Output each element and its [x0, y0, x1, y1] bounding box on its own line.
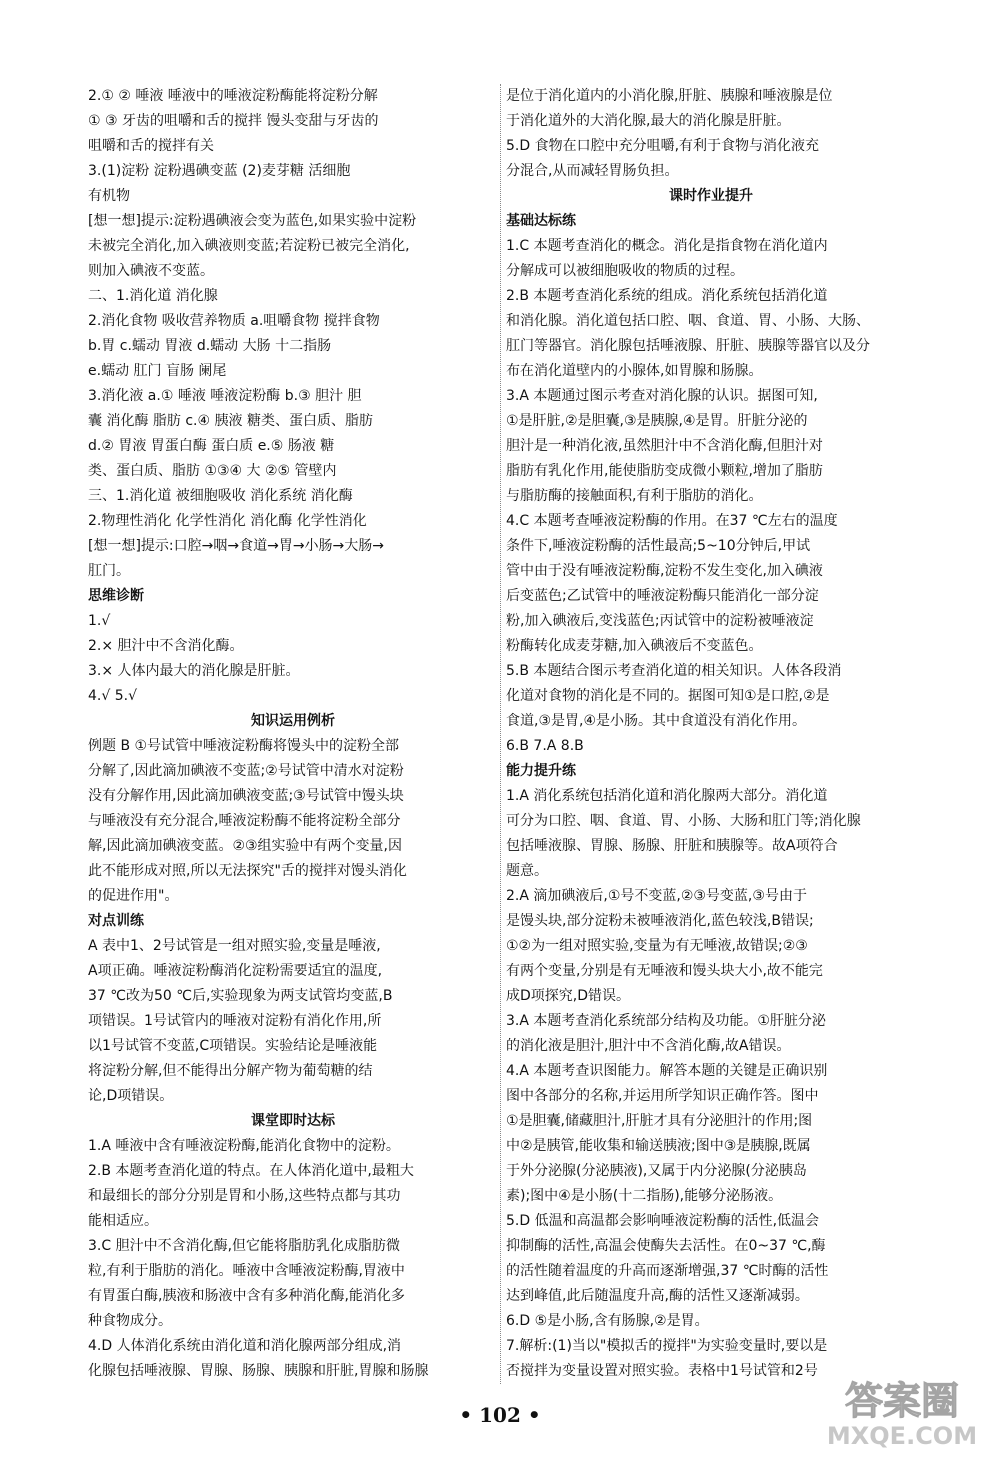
text-line: 和消化腺。消化道包括口腔、咽、食道、胃、小肠、大肠、	[506, 313, 870, 329]
text-line: 2.消化食物 吸收营养物质 a.咀嚼食物 搅拌食物	[88, 313, 380, 329]
text-line: 胆汁是一种消化液,虽然胆汁中不含消化酶,但胆汁对	[506, 438, 823, 454]
text-line: [想一想]提示:淀粉遇碘液会变为蓝色,如果实验中淀粉	[88, 213, 417, 229]
text-line: ① ③ 牙齿的咀嚼和舌的搅拌 馒头变甜与牙齿的	[88, 113, 379, 129]
text-line: 2.A 滴加碘液后,①号不变蓝,②③号变蓝,③号由于	[506, 888, 807, 904]
text-line: 知识运用例析	[251, 713, 335, 729]
text-line: 于外分泌腺(分泌胰液),又属于内分泌腺(分泌胰岛	[506, 1163, 807, 1179]
text-line: 对点训练	[88, 913, 144, 929]
text-line: 例题 B ①号试管中唾液淀粉酶将馒头中的淀粉全部	[88, 738, 400, 754]
text-line: b.胃 c.蠕动 胃液 d.蠕动 大肠 十二指肠	[88, 338, 332, 354]
text-line: 5.D 低温和高温都会影响唾液淀粉酶的活性,低温会	[506, 1213, 820, 1229]
text-line: 解,因此滴加碘液变蓝。②③组实验中有两个变量,因	[88, 838, 403, 854]
text-line: 的消化液是胆汁,胆汁中不含消化酶,故A错误。	[506, 1038, 791, 1054]
text-line: 条件下,唾液淀粉酶的活性最高;5~10分钟后,甲试	[506, 538, 811, 554]
text-line: 2.物理性消化 化学性消化 消化酶 化学性消化	[88, 513, 367, 529]
text-line: 5.D 食物在口腔中充分咀嚼,有利于食物与消化液充	[506, 138, 820, 154]
text-line: 肛门等器官。消化腺包括唾液腺、肝脏、胰腺等器官以及分	[506, 338, 870, 354]
watermark-bottom-text: MXQE.COM	[826, 1422, 978, 1450]
page-number: • 102 •	[459, 1403, 541, 1427]
text-line: 图中各部分的名称,并运用所学知识正确作答。图中	[506, 1088, 819, 1104]
text-line: 囊 消化酶 脂肪 c.④ 胰液 糖类、蛋白质、脂肪	[88, 413, 373, 429]
text-line: 有两个变量,分别是有无唾液和馒头块大小,故不能完	[506, 963, 823, 979]
text-line: 2.B 本题考查消化道的特点。在人体消化道中,最粗大	[88, 1163, 414, 1179]
text-line: 粒,有利于脂肪的消化。唾液中含唾液淀粉酶,胃液中	[88, 1263, 405, 1279]
text-line: 1.√	[88, 613, 111, 629]
text-line: 6.D ⑤是小肠,含有肠腺,②是胃。	[506, 1313, 709, 1329]
text-line: 1.A 唾液中含有唾液淀粉酶,能消化食物中的淀粉。	[88, 1138, 400, 1154]
text-line: 于消化道外的大消化腺,最大的消化腺是肝脏。	[506, 113, 791, 129]
text-line: 中②是胰管,能收集和输送胰液;图中③是胰腺,既属	[506, 1138, 811, 1154]
text-line: 课时作业提升	[669, 188, 753, 204]
text-line: 化道对食物的消化是不同的。据图可知①是口腔,②是	[506, 688, 830, 704]
text-line: 3.× 人体内最大的消化腺是肝脏。	[88, 663, 300, 679]
text-line: 5.B 本题结合图示考查消化道的相关知识。人体各段消	[506, 663, 842, 679]
text-line: 将淀粉分解,但不能得出分解产物为葡萄糖的结	[88, 1063, 373, 1079]
text-line: 4.A 本题考查识图能力。解答本题的关键是正确识别	[506, 1063, 828, 1079]
text-line: 脂肪有乳化作用,能使脂肪变成微小颗粒,增加了脂肪	[506, 463, 823, 479]
text-line: 的促进作用"。	[88, 888, 179, 904]
text-line: 论,D项错误。	[88, 1088, 174, 1104]
text-line: 6.B 7.A 8.B	[506, 738, 584, 754]
text-line: 二、1.消化道 消化腺	[88, 288, 218, 304]
text-line: 素);图中④是小肠(十二指肠),能够分泌肠液。	[506, 1188, 783, 1204]
text-line: 与脂肪酶的接触面积,有利于脂肪的消化。	[506, 488, 763, 504]
text-line: 题意。	[506, 863, 548, 879]
text-line: 粉,加入碘液后,变浅蓝色;丙试管中的淀粉被唾液淀	[506, 613, 814, 629]
text-line: 与唾液没有充分混合,唾液淀粉酶不能将淀粉全部分	[88, 813, 401, 829]
text-line: 7.解析:(1)当以"模拟舌的搅拌"为实验变量时,要以是	[506, 1338, 828, 1354]
text-line: 分解成可以被细胞吸收的物质的过程。	[506, 263, 744, 279]
text-line: d.② 胃液 胃蛋白酶 蛋白质 e.⑤ 肠液 糖	[88, 438, 335, 454]
text-line: 则加入碘液不变蓝。	[88, 263, 214, 279]
text-line: 以1号试管不变蓝,C项错误。实验结论是唾液能	[88, 1038, 378, 1054]
text-line: 思维诊断	[88, 588, 144, 604]
text-line: 食道,③是胃,④是小肠。其中食道没有消化作用。	[506, 713, 807, 729]
right-column	[506, 84, 916, 1384]
text-line: 未被完全消化,加入碘液则变蓝;若淀粉已被完全消化,	[88, 238, 410, 254]
column-divider	[500, 84, 501, 1384]
text-line: 2.① ② 唾液 唾液中的唾液淀粉酶能将淀粉分解	[88, 88, 378, 104]
text-line: 3.(1)淀粉 淀粉遇碘变蓝 (2)麦芽糖 活细胞	[88, 163, 351, 179]
text-line: [想一想]提示:口腔→咽→食道→胃→小肠→大肠→	[88, 538, 385, 554]
left-column	[88, 84, 498, 1384]
text-line: 成D项探究,D错误。	[506, 988, 631, 1004]
text-line: 没有分解作用,因此滴加碘液变蓝;③号试管中馒头块	[88, 788, 404, 804]
text-line: 管中由于没有唾液淀粉酶,淀粉不发生变化,加入碘液	[506, 563, 823, 579]
watermark-logo	[812, 1372, 992, 1450]
text-line: 的活性随着温度的升高而逐渐增强,37 ℃时酶的活性	[506, 1263, 829, 1279]
text-line: 抑制酶的活性,高温会使酶失去活性。在0~37 ℃,酶	[506, 1238, 826, 1254]
text-line: 否搅拌为变量设置对照实验。表格中1号试管和2号	[506, 1363, 818, 1379]
text-line: e.蠕动 肛门 盲肠 阑尾	[88, 363, 227, 379]
text-line: 能相适应。	[88, 1213, 158, 1229]
text-line: 3.A 本题考查消化系统部分结构及功能。①肝脏分泌	[506, 1013, 826, 1029]
text-line: 此不能形成对照,所以无法探究"舌的搅拌对馒头消化	[88, 863, 407, 879]
text-line: 咀嚼和舌的搅拌有关	[88, 138, 214, 154]
text-line: 1.C 本题考查消化的概念。消化是指食物在消化道内	[506, 238, 828, 254]
text-line: 类、蛋白质、脂肪 ①③④ 大 ②⑤ 管壁内	[88, 463, 337, 479]
text-line: A 表中1、2号试管是一组对照实验,变量是唾液,	[88, 938, 381, 954]
text-line: 1.A 消化系统包括消化道和消化腺两大部分。消化道	[506, 788, 828, 804]
text-line: 布在消化道壁内的小腺体,如胃腺和肠腺。	[506, 363, 763, 379]
text-line: 37 ℃改为50 ℃后,实验现象为两支试管均变蓝,B	[88, 988, 393, 1004]
text-line: 能力提升练	[506, 763, 576, 779]
text-line: 项错误。1号试管内的唾液对淀粉有消化作用,所	[88, 1013, 382, 1029]
text-line: 和最细长的部分分别是胃和小肠,这些特点都与其功	[88, 1188, 401, 1204]
text-line: 是位于消化道内的小消化腺,肝脏、胰腺和唾液腺是位	[506, 88, 833, 104]
text-line: 3.C 胆汁中不含消化酶,但它能将脂肪乳化成脂肪微	[88, 1238, 401, 1254]
text-line: 2.B 本题考查消化系统的组成。消化系统包括消化道	[506, 288, 828, 304]
text-line: 可分为口腔、咽、食道、胃、小肠、大肠和肛门等;消化腺	[506, 813, 861, 829]
text-line: 是馒头块,部分淀粉未被唾液消化,蓝色较浅,B错误;	[506, 913, 814, 929]
text-line: 粉酶转化成麦芽糖,加入碘液后不变蓝色。	[506, 638, 763, 654]
text-line: 化腺包括唾液腺、胃腺、肠腺、胰腺和肝脏,胃腺和肠腺	[88, 1363, 429, 1379]
text-line: 4.C 本题考查唾液淀粉酶的作用。在37 ℃左右的温度	[506, 513, 838, 529]
text-line: 分解了,因此滴加碘液不变蓝;②号试管中清水对淀粉	[88, 763, 404, 779]
text-line: 三、1.消化道 被细胞吸收 消化系统 消化酶	[88, 488, 353, 504]
text-line: 3.消化液 a.① 唾液 唾液淀粉酶 b.③ 胆汁 胆	[88, 388, 362, 404]
text-line: ①是肝脏,②是胆囊,③是胰腺,④是胃。肝脏分泌的	[506, 413, 808, 429]
text-line: 达到峰值,此后随温度升高,酶的活性又逐渐减弱。	[506, 1288, 809, 1304]
text-line: 种食物成分。	[88, 1313, 172, 1329]
text-line: 4.D 人体消化系统由消化道和消化腺两部分组成,消	[88, 1338, 402, 1354]
text-line: A项正确。唾液淀粉酶消化淀粉需要适宜的温度,	[88, 963, 383, 979]
text-line: 后变蓝色;乙试管中的唾液淀粉酶只能消化一部分淀	[506, 588, 819, 604]
text-line: 分混合,从而减轻胃肠负担。	[506, 163, 679, 179]
text-line: 有机物	[88, 188, 130, 204]
text-line: ①是胆囊,储藏胆汁,肝脏才具有分泌胆汁的作用;图	[506, 1113, 813, 1129]
text-line: 包括唾液腺、胃腺、肠腺、肝脏和胰腺等。故A项符合	[506, 838, 838, 854]
text-line: 2.× 胆汁中不含消化酶。	[88, 638, 244, 654]
text-line: 3.A 本题通过图示考查对消化腺的认识。据图可知,	[506, 388, 818, 404]
text-line: 肛门。	[88, 563, 130, 579]
text-line: ①②为一组对照实验,变量为有无唾液,故错误;②③	[506, 938, 808, 954]
watermark-top-text: 答案圈	[844, 1379, 960, 1423]
text-line: 4.√ 5.√	[88, 688, 138, 704]
text-line: 基础达标练	[506, 213, 576, 229]
text-line: 有胃蛋白酶,胰液和肠液中含有多种消化酶,能消化多	[88, 1288, 405, 1304]
text-line: 课堂即时达标	[251, 1113, 335, 1129]
